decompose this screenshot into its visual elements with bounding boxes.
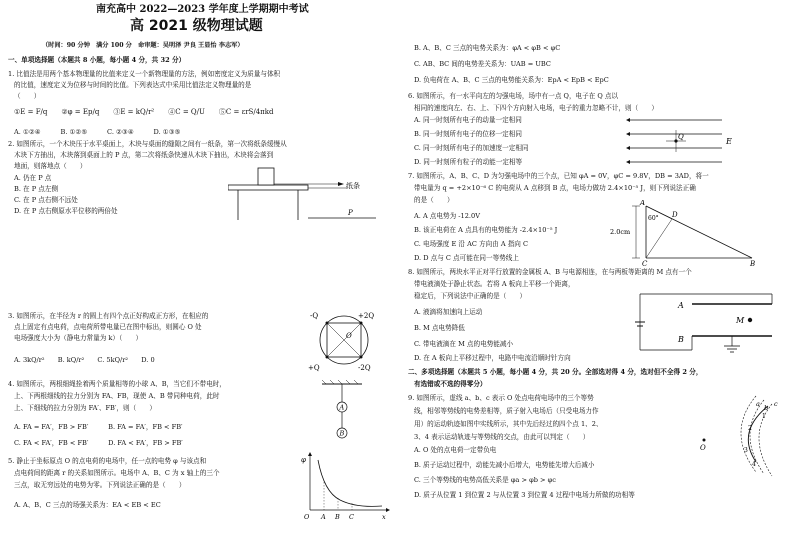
- exam-meta: （时间：90 分钟 满分 100 分 命审题：吴明泽 尹良 王显怡 李志军）: [42, 42, 244, 49]
- q6-option-c: C. 同一时刻所有电子的加速度一定相同: [414, 144, 529, 152]
- q5-option-b: B. A、B、C 三点的电势关系为：φA < φB < φC: [414, 44, 561, 52]
- q8-option-a: A. 液滴将加速向上运动: [414, 308, 483, 316]
- q8-fig-m: M: [736, 316, 745, 325]
- q8-option-d: D. 在 A 板向上平移过程中，电路中电流沿顺时针方向: [414, 354, 571, 362]
- q4-options-ab: A. FA = FA′，FB > FB′ B. FA = FA′，FB < FB′: [14, 423, 183, 431]
- exam-subtitle: 高 2021 级物理试题: [130, 18, 263, 34]
- q3-line3: 电场强度大小为（静电力常量为 k）（ ）: [14, 334, 143, 342]
- q8-line1: 8. 如图所示，两块水平正对平行放置的金属板 A、B 与电源相连，在与两板等距离的 M 点有一个: [408, 268, 692, 276]
- q9-fig-b: b: [764, 404, 769, 412]
- q1-line2: 的比值，速度定义为位移与时间的比值。下列表达式中采用比值法定义物理量的是: [14, 81, 252, 89]
- q5-line1: 5. 静止于坐标原点 O 的点电荷的电场中，任一点的电势 φ 与该点和: [8, 457, 207, 465]
- q7-fig-c: C: [642, 260, 648, 266]
- q7-line2: 带电量为 q = +2×10⁻⁶ C 的电荷从 A 点移到 B 点，电场力做功 2.4×10⁻⁵ J，则下列说法正确: [414, 184, 696, 192]
- q7-option-d: D. D 点与 C 点可能在同一等势线上: [414, 254, 519, 262]
- q7-line3: 的是（ ）: [414, 196, 454, 204]
- q2-figure: [228, 160, 378, 222]
- q9-fig-c: c: [774, 400, 778, 408]
- q5-fig-label-a: A: [321, 513, 326, 521]
- q3-figure: [306, 304, 382, 374]
- q5-option-c: C. AB、BC 间的电势差关系为：UAB = UBC: [414, 60, 551, 68]
- q9-fig-4: 4: [752, 461, 756, 468]
- q4-fig-ball-b: B: [339, 429, 345, 438]
- q9-fig-a: a: [756, 400, 760, 408]
- q4-line2: 上、下两根细线的拉力分别为 FA、FB，现使 A、B 带同种电荷，此时: [14, 392, 220, 400]
- q3-options: A. 3kQ/r² B. kQ/r² C. 5kQ/r² D. 0: [14, 356, 155, 364]
- q2-line2: 木块下方抽出，木块落到桌面上的 P 点，第二次将纸条快速从木块下抽出，木块将会落到: [14, 151, 274, 159]
- q3-line1: 3. 如图所示，在半径为 r 的圆上有四个点正好构成正方形，在相应的: [8, 312, 209, 320]
- q2-fig-paper-label: 纸条: [346, 182, 360, 190]
- exam-title: 南充高中 2022—2023 学年度上学期期中考试: [96, 4, 309, 15]
- q8-option-b: B. M 点电势降低: [414, 324, 465, 332]
- q9-fig-2: 2: [748, 425, 752, 432]
- q7-fig-angle: 60°: [648, 215, 659, 222]
- q4-figure: [318, 378, 366, 444]
- q1-line1: 1. 比值法是用两个基本物理量的比值来定义一个新物理量的方法，例如密度定义为质量与体积: [8, 70, 281, 78]
- q5-fig-label-b: B: [335, 513, 340, 521]
- q7-figure: [610, 200, 760, 266]
- section-2-heading: 二、多项选择题（本题共 5 小题，每小题 4 分，共 20 分。全部选对得 4 分，选对但不全得 2 分，: [408, 368, 703, 376]
- q6-figure: [626, 114, 736, 170]
- q4-line3: 上、下细线的拉力分别为 FA′、FB′，则（ ）: [14, 404, 156, 412]
- q5-option-d: D. 负电荷在 A、B、C 三点的电势能关系为：EpA < EpB < EpC: [414, 76, 609, 84]
- q9-line4: 3、4 表示运动轨迹与等势线的交点，由此可以判定（ ）: [414, 433, 590, 441]
- q5-fig-label-o: O: [304, 513, 310, 521]
- q8-line2: 带电液滴处于静止状态。若将 A 板向上平移一个距离，: [414, 280, 575, 288]
- q7-option-b: B. 该正电荷在 A 点具有的电势能为 -2.4×10⁻⁵ J: [414, 226, 558, 234]
- q7-option-a: A. A 点电势为 -12.0V: [414, 212, 480, 220]
- q5-option-a: A. A、B、C 三点的场强关系为：EA < EB < EC: [14, 501, 161, 509]
- q2-option-b: B. 在 P 点左侧: [14, 185, 59, 193]
- q7-line1: 7. 如图所示，A、B、C、D 为匀强电场中的三个点，已知 φA = 0V，φC = 9.8V，DB = 3AD，将一: [408, 172, 709, 180]
- q9-option-c: C. 三个等势线的电势高低关系是 φa > φb > φc: [414, 476, 556, 484]
- q4-line1: 4. 如图所示，两根细绳拴着两个质量相等的小球 A、B，当它们不带电时，: [8, 380, 226, 388]
- q3-fig-bottom-left: +Q: [308, 364, 320, 372]
- q6-line1: 6. 如图所示，有一水平向左的匀强电场，场中有一点 Q，电子在 Q 点以: [408, 92, 619, 100]
- q5-fig-phi: φ: [301, 456, 306, 464]
- q9-option-a: A. O 处的点电荷一定带负电: [414, 446, 497, 454]
- q6-option-d: D. 同一时刻所有粒子的动能一定相等: [414, 158, 523, 166]
- right-column: [400, 0, 794, 560]
- q5-fig-label-x: x: [382, 513, 386, 521]
- q4-fig-ball-a: A: [339, 403, 345, 412]
- q8-line3: 稳定后，下列说法中正确的是（ ）: [414, 292, 527, 300]
- q9-fig-1: 1: [762, 413, 766, 420]
- q6-fig-q: Q: [678, 133, 684, 141]
- q9-fig-o: O: [700, 444, 706, 452]
- q5-figure: [300, 452, 390, 522]
- q9-figure: [696, 392, 786, 478]
- q7-option-c: C. 电场强度 E 沿 AC 方向由 A 指向 C: [414, 240, 529, 248]
- q3-line2: 点上固定有点电荷，点电荷所带电量已在图中标出，则圆心 O 处: [14, 323, 202, 331]
- q2-line3: 地面，则落地点（ ）: [14, 162, 87, 170]
- section-1-heading: 一、单项选择题（本题共 8 小题，每小题 4 分，共 32 分）: [8, 56, 186, 64]
- q7-fig-d: D: [672, 211, 678, 219]
- q7-fig-b: B: [750, 260, 756, 266]
- q6-line2: 相同的速度向左、右、上、下四个方向射入电场，电子的重力忽略不计，则（ ）: [414, 104, 658, 112]
- q3-fig-bottom-right: -2Q: [358, 364, 371, 372]
- q2-fig-p-label: P: [348, 209, 353, 217]
- section-2-subheading: 有选错或不选的得零分）: [414, 380, 487, 388]
- q5-fig-label-c: C: [349, 513, 354, 521]
- q5-line3: 三点，取无穷远处的电势为零。下列说法正确的是（ ）: [14, 481, 186, 489]
- q3-fig-top-right: +2Q: [358, 312, 375, 320]
- q4-options-cd: C. FA < FA′，FB < FB′ D. FA < FA′，FB > FB′: [14, 439, 183, 447]
- q3-fig-center: O: [346, 332, 352, 340]
- q9-option-b: B. 质子运动过程中，动能先减小后增大，电势能先增大后减小: [414, 461, 595, 469]
- q7-fig-a: A: [640, 200, 646, 207]
- q6-option-b: B. 同一时刻所有电子的位移一定相同: [414, 130, 522, 138]
- q2-option-c: C. 在 P 点右侧不远处: [14, 196, 78, 204]
- q6-option-a: A. 同一时刻所有电子的动量一定相同: [414, 116, 522, 124]
- q1-formulas: ①E = F/q ②φ = Ep/q ③E = kQ/r² ④C = Q/U ⑤C = εrS/4πkd: [14, 108, 274, 116]
- q7-fig-length: 2.0cm: [610, 228, 631, 236]
- q8-option-c: C. 带电液滴在 M 点的电势能减小: [414, 340, 514, 348]
- q6-fig-e: E: [726, 137, 732, 146]
- q2-option-a: A. 仍在 P 点: [14, 174, 52, 182]
- q1-options: A. ①②④ B. ①②⑤ C. ②③④ D. ①③⑤: [14, 128, 181, 136]
- q8-figure: [632, 286, 782, 358]
- q1-line3: （ ）: [14, 92, 41, 100]
- q8-fig-a: A: [678, 301, 684, 310]
- q5-line2: 点电荷间的距离 r 的关系如图所示。电场中 A、B、C 为 x 轴上的三个: [14, 469, 220, 477]
- q8-fig-b: B: [678, 335, 684, 344]
- q9-line2: 线，相邻等势线的电势差相等，质子射入电场后（只受电场力作: [414, 407, 599, 415]
- q9-option-d: D. 质子从位置 1 到位置 2 与从位置 3 到位置 4 过程中电场力所做的功相等: [414, 491, 635, 499]
- q3-fig-top-left: -Q: [310, 312, 319, 320]
- q2-line1: 2. 如图所示，一个木块压于水平桌面上，木块与桌面的缝隙之间有一纸条，第一次将纸条缓慢从: [8, 140, 287, 148]
- q2-option-d: D. 在 P 点右侧原水平位移的两倍处: [14, 207, 118, 215]
- q9-line3: 用）的运动轨迹如图中实线所示，其中先后经过的四个点 1、2、: [414, 420, 603, 428]
- q9-fig-3: 3: [744, 447, 748, 454]
- q9-line1: 9. 如图所示，虚线 a、b、c 表示 O 处点电荷电场中的三个等势: [408, 394, 594, 402]
